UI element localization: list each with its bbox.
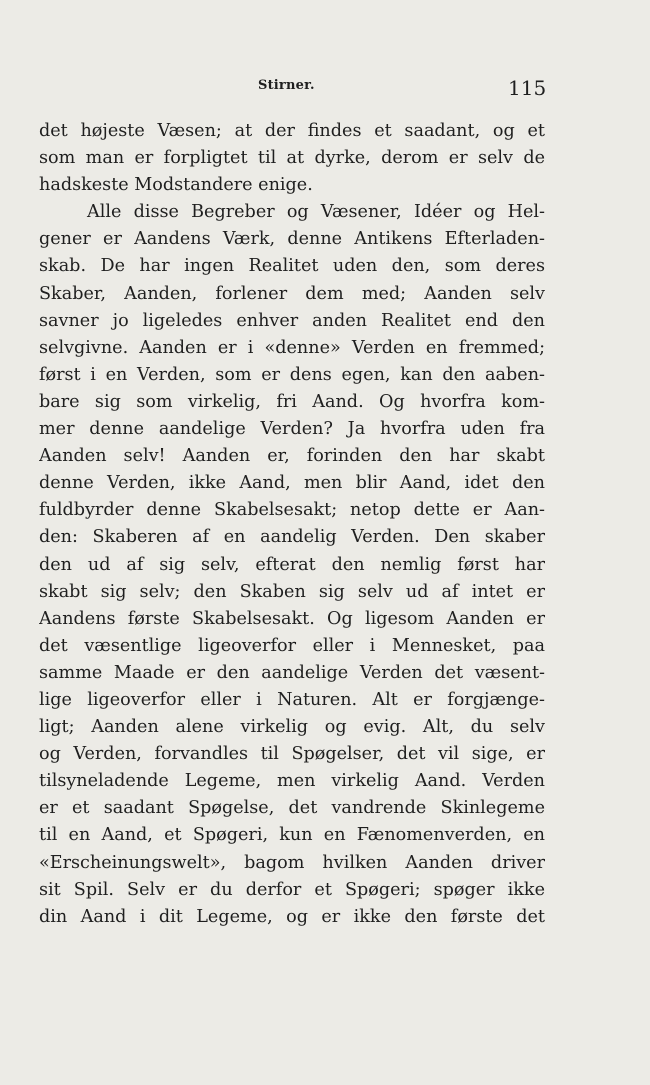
text-line: den ud af sig selv, efterat den nemlig først har (39, 554, 545, 575)
running-title: Stirner. (258, 78, 315, 93)
text-line: skabt sig selv; den Skaben sig selv ud af intet er (39, 581, 545, 602)
text-line: gener er Aandens Værk, denne Antikens Efterladen- (39, 229, 545, 250)
text-line: «Erscheinungswelt», bagom hvilken Aanden driver (39, 852, 545, 873)
text-line: savner jo ligeledes enhver anden Realitet end den (39, 310, 545, 331)
text-line: bare sig som virkelig, fri Aand. Og hvorfra kom- (39, 391, 545, 412)
text-line: først i en Verden, som er dens egen, kan den aaben- (39, 364, 545, 385)
text-line: Aandens første Skabelsesakt. Og ligesom Aanden er (39, 608, 545, 629)
text-line: selvgivne. Aanden er i «denne» Verden en fremmed; (39, 337, 545, 358)
text-line: som man er forpligtet til at dyrke, derom er selv de (39, 148, 545, 169)
text-line: lige ligeoverfor eller i Naturen. Alt er forgjænge- (39, 689, 545, 710)
text-line: og Verden, forvandles til Spøgelser, det vil sige, er (39, 744, 545, 765)
text-line: det højeste Væsen; at der findes et saadant, og et (39, 121, 545, 141)
text-line: til en Aand, et Spøgeri, kun en Fænomenverden, en (39, 825, 545, 846)
text-line: samme Maade er den aandelige Verden det væsent- (39, 662, 545, 683)
text-line: Skaber, Aanden, forlener dem med; Aanden selv (39, 283, 545, 304)
text-line: er et saadant Spøgelse, det vandrende Skinlegeme (39, 798, 545, 819)
body-text (39, 118, 545, 931)
text-line: din Aand i dit Legeme, og er ikke den første det (39, 906, 545, 927)
text-line: det væsentlige ligeoverfor eller i Mennesket, paa (39, 635, 545, 656)
text-line: Aanden selv! Aanden er, forinden den har skabt (39, 446, 545, 467)
page-number: 115 (508, 76, 547, 100)
text-line: fuldbyrder denne Skabelsesakt; netop dette er Aan- (39, 500, 545, 521)
text-line: tilsyneladende Legeme, men virkelig Aand. Verden (39, 771, 545, 792)
text-line: ligt; Aanden alene virkelig og evig. Alt, du selv (39, 717, 545, 738)
text-line: hadskeste Modstandere enige. (39, 175, 313, 196)
running-head (0, 76, 650, 100)
text-line: den: Skaberen af en aandelig Verden. Den skaber (39, 527, 545, 548)
text-line: denne Verden, ikke Aand, men blir Aand, idet den (39, 473, 545, 494)
text-line: mer denne aandelige Verden? Ja hvorfra uden fra (39, 419, 545, 440)
text-line: skab. De har ingen Realitet uden den, som deres (39, 256, 545, 277)
text-line: sit Spil. Selv er du derfor et Spøgeri; spøger ikke (39, 879, 545, 900)
text-line: Alle disse Begreber og Væsener, Idéer og Hel- (87, 202, 545, 223)
